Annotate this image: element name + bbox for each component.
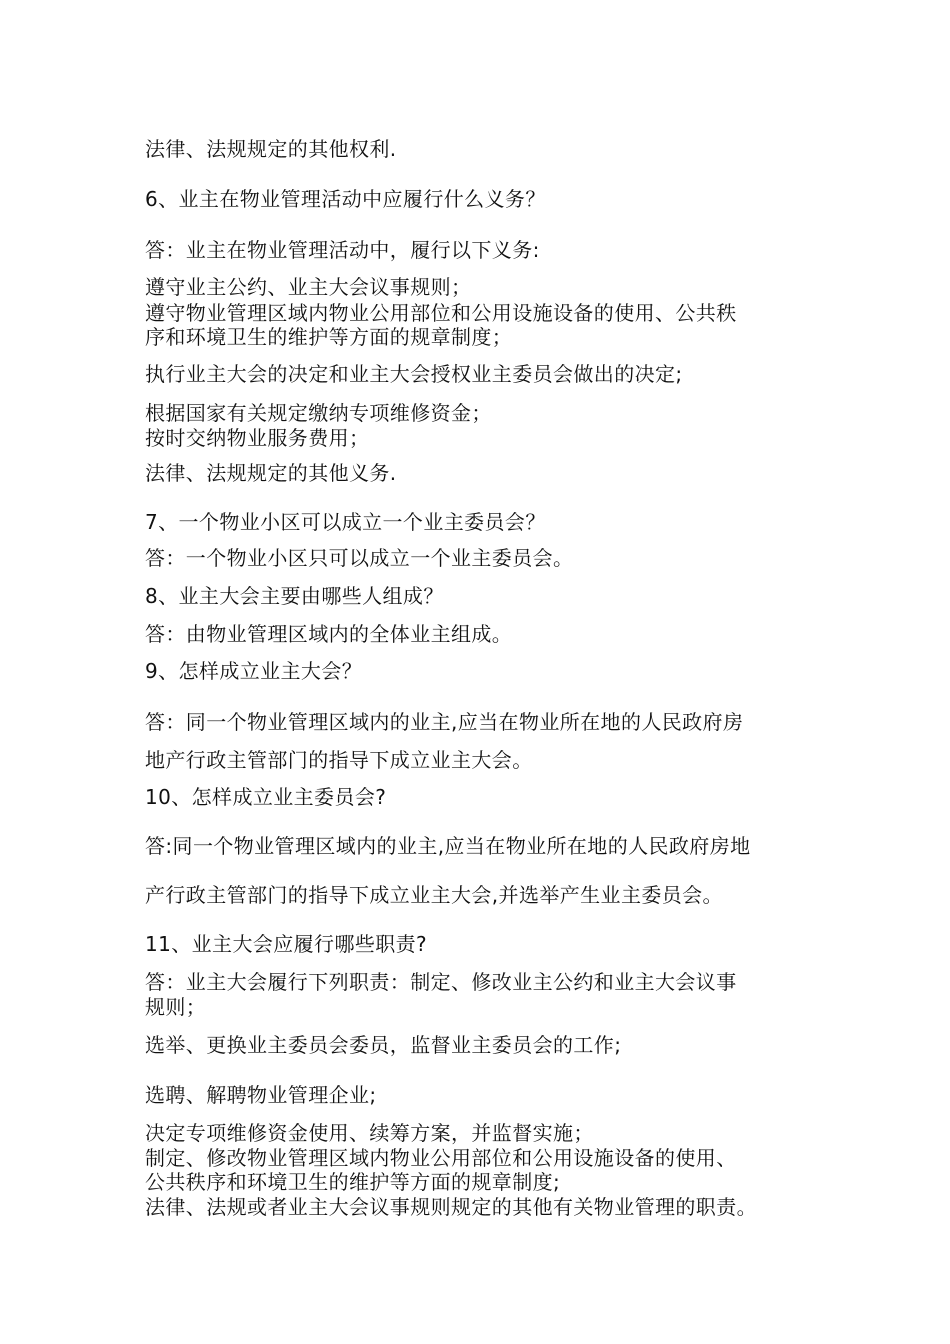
answer-7: 答：一个物业小区只可以成立一个业主委员会。 <box>145 546 574 570</box>
question-7: 7、一个物业小区可以成立一个业主委员会？ <box>145 510 546 534</box>
text-line: 选聘、解聘物业管理企业; <box>145 1083 377 1107</box>
text-line: 法律、法规规定的其他义务. <box>145 461 397 485</box>
answer-6: 答：业主在物业管理活动中，履行以下义务: <box>145 238 540 262</box>
text-line: 制定、修改物业管理区域内物业公用部位和公用设施设备的使用、 <box>145 1146 737 1170</box>
text-line: 决定专项维修资金使用、续筹方案，并监督实施； <box>145 1121 594 1145</box>
answer-10: 答:同一个物业管理区域内的业主,应当在物业所在地的人民政府房地 <box>145 834 751 858</box>
answer-9: 答：同一个物业管理区域内的业主,应当在物业所在地的人民政府房 <box>145 710 744 734</box>
question-9: 9、怎样成立业主大会？ <box>145 659 363 683</box>
text-line: 公共秩序和环境卫生的维护等方面的规章制度; <box>145 1170 561 1194</box>
text-line: 根据国家有关规定缴纳专项维修资金； <box>145 401 492 425</box>
text-line: 按时交纳物业服务费用； <box>145 426 370 450</box>
question-10: 10、怎样成立业主委员会? <box>145 785 387 809</box>
text-line: 遵守物业管理区域内物业公用部位和公用设施设备的使用、公共秩 <box>145 301 737 325</box>
answer-11: 答：业主大会履行下列职责：制定、修改业主公约和业主大会议事 <box>145 970 737 994</box>
text-line: 产行政主管部门的指导下成立业主大会,并选举产生业主委员会。 <box>145 883 723 907</box>
text-line: 法律、法规或者业主大会议事规则规定的其他有关物业管理的职责。 <box>145 1195 757 1219</box>
question-6: 6、业主在物业管理活动中应履行什么义务？ <box>145 187 546 211</box>
answer-8: 答：由物业管理区域内的全体业主组成。 <box>145 622 513 646</box>
text-line: 地产行政主管部门的指导下成立业主大会。 <box>145 748 533 772</box>
question-8: 8、业主大会主要由哪些人组成？ <box>145 584 444 608</box>
question-11: 11、业主大会应履行哪些职责? <box>145 932 428 956</box>
text-line: 选举、更换业主委员会委员，监督业主委员会的工作; <box>145 1033 622 1057</box>
text-line: 序和环境卫生的维护等方面的规章制度； <box>145 325 513 349</box>
text-line: 法律、法规规定的其他权利. <box>145 137 397 161</box>
text-line: 执行业主大会的决定和业主大会授权业主委员会做出的决定; <box>145 362 683 386</box>
text-line: 遵守业主公约、业主大会议事规则； <box>145 275 472 299</box>
text-line: 规则； <box>145 995 207 1019</box>
